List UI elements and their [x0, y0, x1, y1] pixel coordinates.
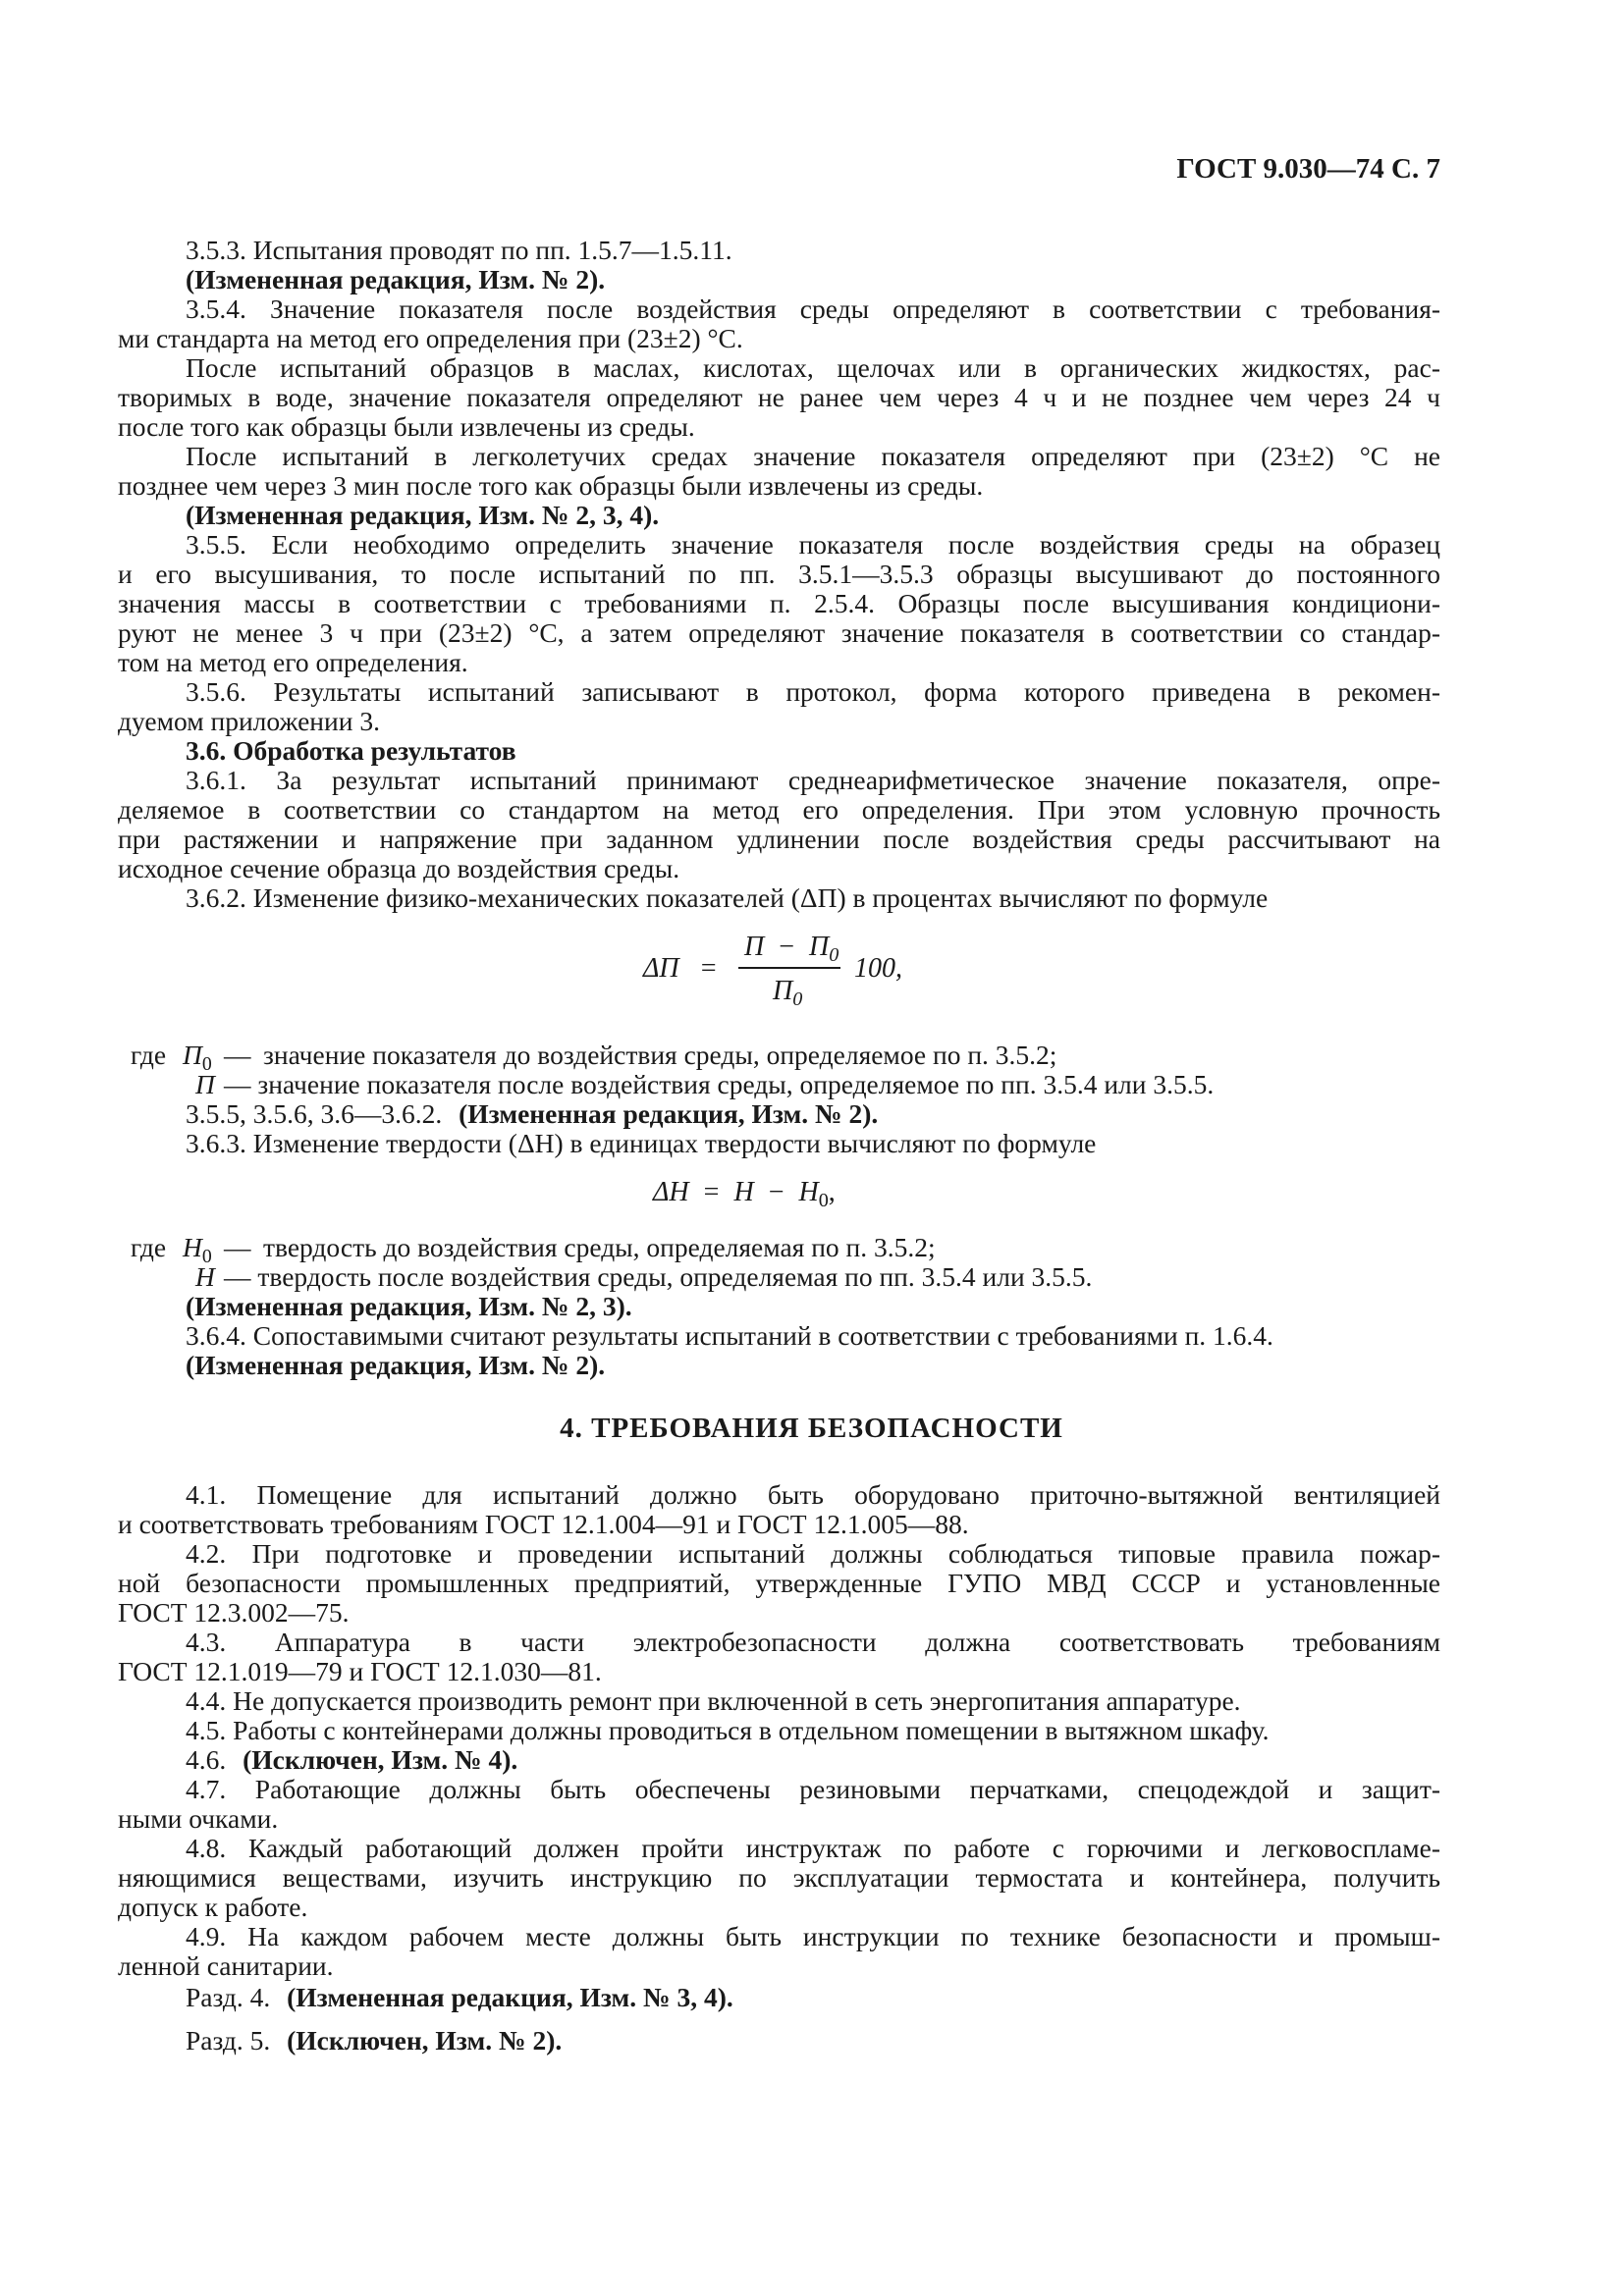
section-4-title: 4. ТРЕБОВАНИЯ БЕЗОПАСНОСТИ: [560, 1413, 1063, 1444]
para-3-5-4c-line1: После испытаний в легколетучих средах значение показателя определяют при (23±2) °С не: [186, 441, 1440, 471]
para-4-3-line1: 4.3. Аппаратура в части электробезопасности должна соответствовать требованиям: [186, 1627, 1440, 1657]
para-3-6-1-line3: при растяжении и напряжение при заданном удлинении после воздействия среды рассчитывают на: [118, 824, 1440, 854]
fraction-bar: [738, 967, 840, 969]
para-3-5-4c-line2: позднее чем через 3 мин после того как образцы были извлечены из среды.: [118, 470, 984, 501]
para-4-1-line2: и соответствовать требованиям ГОСТ 12.1.004—91 и ГОСТ 12.1.005—88.: [118, 1509, 969, 1539]
running-header: ГОСТ 9.030—74 С. 7: [1176, 153, 1440, 185]
para-3-6-1-line1: 3.6.1. За результат испытаний принимают среднеарифметическое значение показателя, опре-: [186, 765, 1440, 795]
para-3-6-2: 3.6.2. Изменение физико-механических показателей (ΔП) в процентах вычисляют по формуле: [186, 882, 1269, 913]
term-definition: — значение показателя после воздействия среды, определяемое по пп. 3.5.4 или 3.5.5.: [224, 1069, 1215, 1099]
formula-numerator: $П - П_0$: [744, 932, 839, 967]
razd-4-note: Разд. 4. (Измененная редакция, Изм. № 3, 4).: [186, 1982, 733, 2012]
where-label: где: [131, 1232, 167, 1262]
para-4-4: 4.4. Не допускается производить ремонт при включенной в сеть энергопитания аппаратуре.: [186, 1685, 1241, 1716]
para-3-6-1-line4: исходное сечение образца до воздействия среды.: [118, 853, 680, 883]
para-3-5-4b-line2: творимых в воде, значение показателя определяют не ранее чем через 4 ч и не позднее чем через 24 ч: [118, 382, 1440, 412]
para-3-5-4-line2: ми стандарта на метод его определения при (23±2) °С.: [118, 323, 743, 353]
term-dash: —: [224, 1040, 251, 1070]
para-4-6: 4.6. (Исключен, Изм. № 4).: [186, 1744, 518, 1775]
para-3-6-1-line2: деляемое в соответствии со стандартом на метод его определения. При этом условную прочность: [118, 794, 1440, 825]
para-3-5-5-line3: значения массы в соответствии с требованиями п. 2.5.4. Образцы после высушивания кондициони-: [118, 588, 1440, 618]
formula-equals: =: [699, 953, 718, 984]
para-3-5-4-line1: 3.5.4. Значение показателя после воздействия среды определяют в соответствии с требования-: [186, 294, 1440, 324]
term-symbol: Н: [195, 1261, 215, 1292]
para-3-5-6-line2: дуемом приложении 3.: [118, 706, 380, 736]
para-3-5-5-line2: и его высушивания, то после испытаний по пп. 3.5.1—3.5.3 образцы высушивают до постоянного: [118, 559, 1440, 589]
para-4-8-line3: допуск к работе.: [118, 1892, 308, 1922]
formula-factor: 100,: [854, 953, 902, 984]
revision-note: (Измененная редакция, Изм. № 2, 3, 4).: [186, 500, 660, 530]
term-dash: —: [224, 1232, 251, 1262]
term-definition: значение показателя до воздействия среды, определяемое по п. 3.5.2;: [263, 1040, 1057, 1070]
para-4-2-line1: 4.2. При подготовке и проведении испытаний должны соблюдаться типовые правила пожар-: [186, 1538, 1440, 1569]
para-4-2-line2: ной безопасности промышленных предприятий, утвержденные ГУПО МВД СССР и установленные: [118, 1568, 1440, 1598]
term-symbol: П: [195, 1069, 215, 1099]
para-4-8-line1: 4.8. Каждый работающий должен пройти инструктаж по работе с горючими и легковоспламе-: [186, 1833, 1440, 1863]
para-3-5-5-line1: 3.5.5. Если необходимо определить значение показателя после воздействия среды на образец: [186, 529, 1440, 560]
symbol-p: П: [744, 932, 765, 962]
para-4-2-line3: ГОСТ 12.3.002—75.: [118, 1597, 350, 1628]
revision-note: (Измененная редакция, Изм. № 2).: [186, 264, 606, 294]
revision-note: (Измененная редакция, Изм. № 2).: [186, 1350, 606, 1380]
para-4-5: 4.5. Работы с контейнерами должны проводиться в отдельном помещении в вытяжном шкафу.: [186, 1715, 1270, 1745]
where-label: где: [131, 1040, 167, 1070]
term-definition: твердость до воздействия среды, определяемая по п. 3.5.2;: [263, 1232, 936, 1262]
term-symbol: $П_0$: [183, 1040, 212, 1075]
para-4-3-line2: ГОСТ 12.1.019—79 и ГОСТ 12.1.030—81.: [118, 1656, 602, 1686]
symbol-p0: П: [773, 976, 793, 1006]
para-3-5-6-line1: 3.5.6. Результаты испытаний записывают в протокол, форма которого приведена в рекомен-: [186, 676, 1440, 707]
para-4-9-line2: ленной санитарии.: [118, 1950, 334, 1981]
formula-denominator: $П_0$: [773, 976, 803, 1011]
formula-delta-h: $\Delta Н = Н - Н_0$,: [653, 1177, 836, 1212]
revision-note: 3.5.5, 3.5.6, 3.6—3.6.2. (Измененная редакция, Изм. № 2).: [186, 1098, 879, 1129]
para-4-7-line2: ными очками.: [118, 1803, 279, 1834]
para-3-6-3: 3.6.3. Изменение твердости (ΔН) в единицах твердости вычисляют по формуле: [186, 1128, 1097, 1158]
para-3-5-3: 3.5.3. Испытания проводят по пп. 1.5.7—1.5.11.: [186, 235, 732, 265]
revision-note: (Измененная редакция, Изм. № 2, 3).: [186, 1291, 632, 1321]
para-4-1-line1: 4.1. Помещение для испытаний должно быть оборудовано приточно-вытяжной вентиляцией: [186, 1479, 1440, 1510]
para-4-8-line2: няющимися веществами, изучить инструкцию по эксплуатации термостата и контейнера, получить: [118, 1862, 1440, 1893]
section-3-6-title: 3.6. Обработка результатов: [186, 735, 516, 766]
para-4-9-line1: 4.9. На каждом рабочем месте должны быть инструкции по технике безопасности и промыш-: [186, 1921, 1440, 1951]
para-3-5-5-line4: руют не менее 3 ч при (23±2) °С, а затем определяют значение показателя в соответствии со стандар-: [118, 617, 1440, 648]
formula-lhs: ΔП: [643, 953, 679, 984]
para-3-5-4b-line3: после того как образцы были извлечены из среды.: [118, 411, 695, 442]
minus-sign: −: [779, 932, 795, 962]
para-4-7-line1: 4.7. Работающие должны быть обеспечены резиновыми перчатками, спецодеждой и защит-: [186, 1774, 1440, 1804]
razd-5-note: Разд. 5. (Исключен, Изм. № 2).: [186, 2025, 563, 2056]
para-3-5-5-line5: том на метод его определения.: [118, 647, 468, 677]
para-3-6-4: 3.6.4. Сопоставимыми считают результаты испытаний в соответствии с требованиями п. 1.6.4.: [186, 1320, 1273, 1351]
term-symbol: $Н_0$: [183, 1232, 212, 1267]
symbol-p0: П: [809, 932, 830, 962]
term-definition: — твердость после воздействия среды, определяемая по пп. 3.5.4 или 3.5.5.: [224, 1261, 1093, 1292]
para-3-5-4b-line1: После испытаний образцов в маслах, кислотах, щелочах или в органических жидкостях, рас-: [186, 352, 1440, 383]
